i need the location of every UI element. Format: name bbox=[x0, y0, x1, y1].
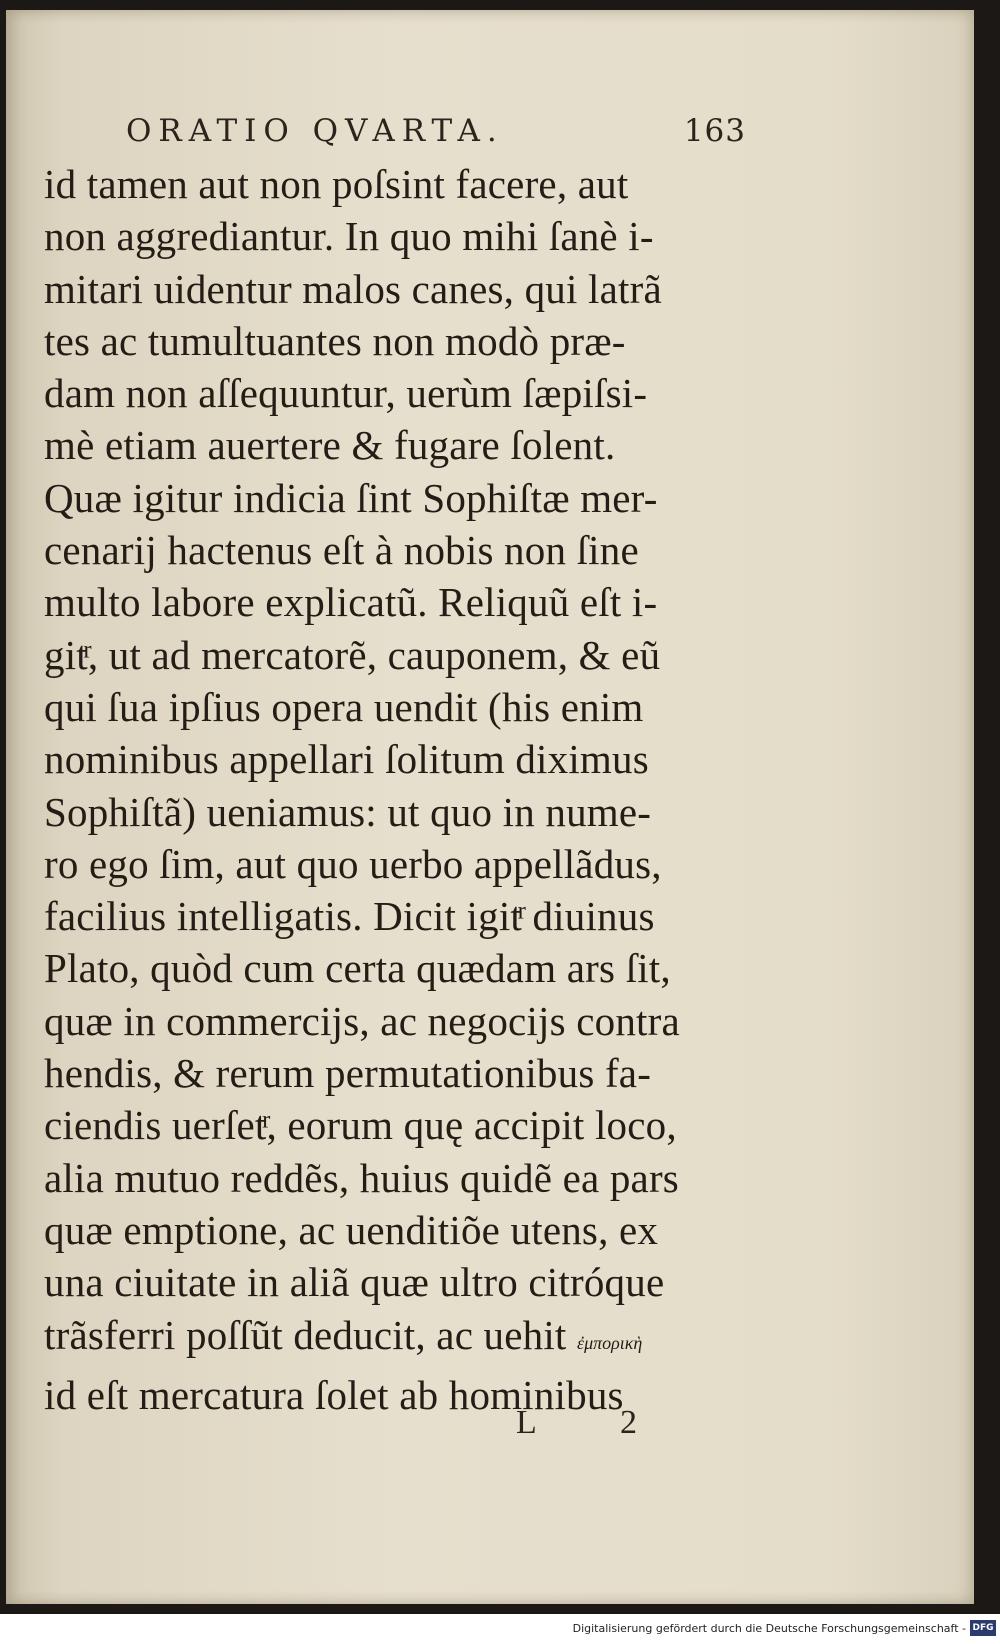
text-line: mitari uidentur malos canes, qui latrã bbox=[44, 265, 662, 312]
page-header bbox=[126, 113, 746, 149]
text-line: cenarij hactenus eſt à nobis non ſine bbox=[44, 527, 639, 574]
text-line: tes ac tumultuantes non modò præ- bbox=[44, 317, 626, 364]
text-line: mè etiam auertere & fugare ſolent. bbox=[44, 422, 616, 469]
text-line: ciendis uerſetͬ, eorum quę accipit loco, bbox=[44, 1102, 677, 1149]
text-line: una ciuitate in aliã quæ ultro citróque bbox=[44, 1259, 665, 1306]
text-line: qui ſua ipſius opera uendit (his enim bbox=[44, 683, 644, 730]
text-line: Plato, quòd cum certa quædam ars ſit, bbox=[44, 945, 671, 992]
text-line: facilius intelligatis. Dicit igitͬ diuinus bbox=[44, 893, 655, 940]
text-line: ro ego ſim, aut quo uerbo appellãdus, bbox=[44, 840, 662, 887]
text-line: quæ emptione, ac uenditiõe utens, ex bbox=[44, 1206, 659, 1253]
text-line: hendis, & rerum permutationibus fa- bbox=[44, 1050, 652, 1097]
text-line: trãsferri poſſũt deducit, ac uehit bbox=[44, 1311, 567, 1358]
running-head: ORATIO QVARTA. bbox=[126, 113, 504, 149]
text-line: multo labore explicatũ. Reliquũ eſt i- bbox=[44, 579, 658, 626]
text-line: non aggrediantur. In quo mihi ſanè i- bbox=[44, 213, 654, 260]
signature-mark: L 2 bbox=[516, 1404, 676, 1441]
text-line: dam non aſſequuntur, uerùm ſæpiſsi- bbox=[44, 370, 648, 417]
text-line: id tamen aut non poſsint facere, aut bbox=[44, 161, 629, 207]
dfg-logo: DFG bbox=[970, 1620, 996, 1636]
text-line: nominibus appellari ſolitum diximus bbox=[44, 736, 649, 783]
book-page bbox=[6, 10, 974, 1604]
text-line-with-gloss bbox=[44, 1309, 756, 1369]
page-number: 163 bbox=[683, 113, 746, 149]
text-line: gitͬ, ut ad mercatorẽ, cauponem, & eũ bbox=[44, 631, 661, 678]
digitization-credit: Digitalisierung gefördert durch die Deutsche Forschungsgemeinschaft - bbox=[572, 1622, 966, 1635]
text-line: id eſt mercatura ſolet ab hominibus bbox=[44, 1371, 624, 1418]
text-line: quæ in commercijs, ac negocijs contra bbox=[44, 997, 680, 1044]
body-text bbox=[44, 158, 756, 1421]
text-line: Sophiſtã) ueniamus: ut quo in nume- bbox=[44, 788, 652, 835]
greek-gloss: ἐμπορικὴ bbox=[576, 1332, 643, 1353]
text-line: alia mutuo reddẽs, huius quidẽ ea pars bbox=[44, 1154, 679, 1201]
text-line: Quæ igitur indicia ſint Sophiſtæ mer- bbox=[44, 474, 658, 521]
